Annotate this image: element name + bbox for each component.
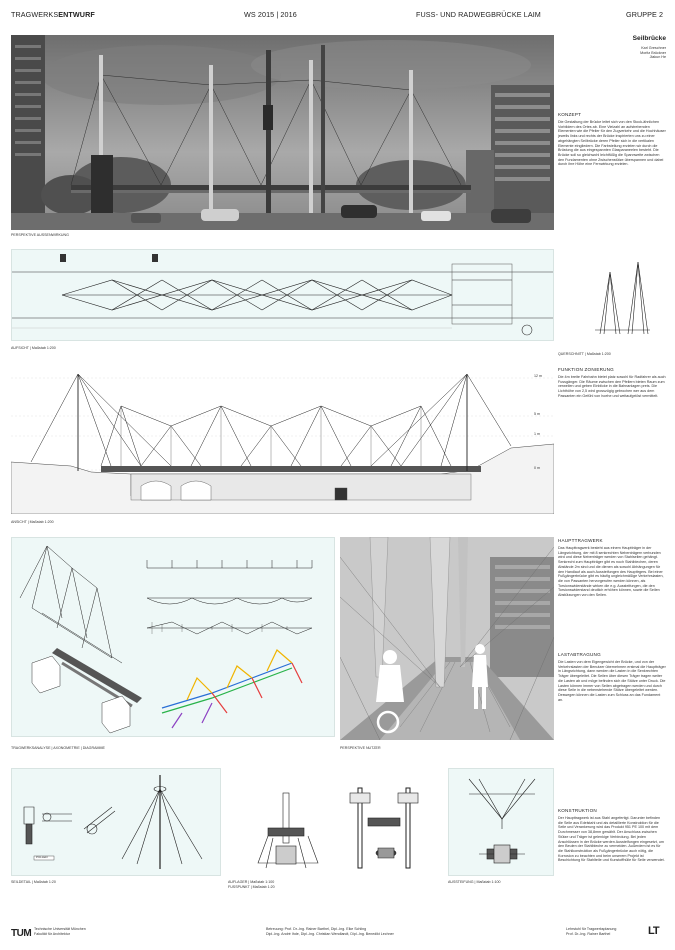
intro-block: [558, 35, 666, 60]
footer-chair-1: Lehrstuhl für Tragwerksplanung: [566, 927, 617, 931]
user-perspective-image: [340, 537, 554, 740]
elevation-svg: [11, 366, 554, 514]
section-title-funktion: FUNKTION ZONIERUNG: [558, 367, 614, 372]
caption-user-view: PERSPEKTIVE NUTZER: [340, 746, 381, 750]
footer-advisors-2: Dipl.-Ing. André Ihde, Dipl.-Ing. Christian Wendlandt, Dipl.-Ing. Benedikt Lechner: [266, 932, 394, 936]
caption-bearing: AUFLAGER | Maßstab 1:100: [228, 880, 275, 884]
stiffening-detail-panel: [448, 768, 554, 876]
rope-detail-panel: [11, 768, 221, 876]
section-title-haupttragwerk: HAUPTTRAGWERK: [558, 538, 603, 543]
author-2: Moritz Brückner: [640, 50, 666, 55]
section-haupttragwerk: [558, 538, 666, 598]
group-label: GRUPPE 2: [626, 10, 664, 19]
street-scene-image: [11, 35, 554, 230]
caption-elevation: ANSICHT | Maßstab 1:200: [11, 520, 54, 524]
author-1: Karl Greschner: [641, 46, 666, 50]
section-text-lastabtragung: Die Lasten von dem Eigengewicht der Brücke, und von der Verkehrslasten der Benutzer übernehmen erstmal die Hauptträger in Längsrichtung, dann werden die Lasten in die Senkrechten Träger übergeleitet. Die Seilen über diesen Träger tragen weiter die Lasten ab und möge befinden sich die Stütze unter Druck. Die Lasten können immer von Seilen abgetragen werden und durch diese Seile in die nebenstehende Stütze übergeleitet werden. Deswegen können die Lasten zum Schluss an das Fundament an.: [558, 660, 666, 702]
section-funktion: [558, 367, 666, 399]
section-lastabtragung: [558, 652, 666, 702]
semester: WS 2015 | 2016: [244, 10, 297, 19]
section-text-funktion: Die 4m breite Fahrbahn bietet platz sowohl für Radfahrer als auch Fussgänger. Die Räume zwischen den Pfeilern bieten Raum zum verweilen und geben Einblicke in die Bahnanlagen preis. Die Lichthöhe von 2,5 wird grosszügig gebrochen wer aus dem Passanten ein Gefühl von hoehe und weitaufgelöst vermittelt.: [558, 375, 666, 398]
bearing-detail-panel: [228, 768, 442, 876]
course-title-light: TRAGWERKS: [11, 10, 59, 19]
rope-detail-svg: [12, 769, 221, 876]
level-1m: 1 m: [534, 432, 540, 436]
elevation-drawing: [11, 366, 554, 514]
level-12m: 12 m: [534, 374, 542, 378]
course-title-bold: ENTWURF: [58, 10, 95, 19]
section-title-konstruktion: KONSTRUKTION: [558, 808, 597, 813]
footer-advisors-1: Betreuung: Prof. Dr.-Ing. Rainer Barthel, Dipl.-Ing. Elke Schling: [266, 927, 367, 931]
caption-cross-section: QUERSCHNITT | Maßstab 1:200: [558, 352, 611, 356]
bridge-type-title: Seilbrücke: [632, 35, 666, 42]
tum-logo: TUM: [11, 928, 32, 939]
section-text-haupttragwerk: Das Haupttragwerk besteht aus einem Hauptträger in der Längsrichtung, der mit 8 senkrechten Nebenträgern verbunden wird und diese Nebenträger werden von Stahlseilen gehängt. Senkrecht zum Hauptträger gibt es noch Stahlblechen, deren Abstände 2m sind und die dienen als sowohl Abhängungen für den Handlauf als auch Aussteifungen des Haupttrgers. Bei einer Fußgängerbrücke gibt es häufig ungleichmäßige Verkehrslasten, die von Passanten hervorgerufen werden können, als Torsionswiderstände wirken die e.g. Aussteifungen, die den Torsionswiderstand deutlich erhöhen können, sowie die Seilen Abstützungen von den Seilen.: [558, 546, 664, 598]
plan-view-svg: [12, 250, 554, 341]
bearing-detail-svg: [228, 768, 442, 876]
section-konzept: [558, 112, 666, 167]
section-konstruktion: [558, 808, 666, 863]
footer-university: Technische Universität München: [34, 927, 86, 931]
plan-view-drawing: [11, 249, 554, 341]
level-0m: 0 m: [534, 466, 540, 470]
project-title: FUSS- UND RADWEGBRÜCKE LAIM: [416, 10, 541, 19]
author-3: Jiakun He: [649, 55, 666, 60]
pulled-label: PULLED: [36, 855, 48, 859]
caption-perspective: PERSPEKTIVE AUSSENWIRKUNG: [11, 233, 69, 237]
user-perspective-photo: [340, 537, 554, 740]
footer-faculty: Fakultät für Architektur: [34, 932, 70, 936]
caption-plan: AUFSICHT | Maßstab 1:200: [11, 346, 56, 350]
cross-section-drawing: [590, 252, 654, 340]
section-title-konzept: KONZEPT: [558, 112, 582, 117]
perspective-photo: [11, 35, 554, 230]
stiffening-detail-svg: [449, 769, 554, 876]
footer-chair-2: Prof. Dr.-Ing. Rainer Barthel: [566, 932, 611, 936]
analysis-panel: [11, 537, 335, 737]
caption-analysis: TRAGWERKSANALYSE | AXONOMETRIE | DIAGRAMME: [11, 746, 105, 750]
chair-logo: LT: [648, 925, 659, 937]
section-text-konstruktion: Der Haupttragwerk ist aus Stahl angefertigt. Darunter befinden die Seile aus Edelstahl und als detaillierte Konstruktion für die Seile und Verankerung wird das Produkt 951 PE 100 mit dem Durchmesser von 38,8mm gewählt. Der Anschluss zwischen Stütze und Träger ist gelenkige Verbindung. Bei jeden Anschlüssen in der Brücke werden Ausstelfungen eingesetzt, um den Beulen der Stahlbleche zu vermeiden. Außerdem ist es für die Stahlkonstruktion als Fußgängerbrücke auch nötig, die Korrosion zu beachten und beim unserem Projekt ist Beschichtung für Stahlteile und Kunstoffhülle für Seile verwendet.: [558, 816, 665, 863]
level-5m: 5 m: [534, 412, 540, 416]
analysis-svg: [12, 538, 335, 737]
caption-rope-detail: SEILDETAIL | Maßstab 1:20: [11, 880, 56, 884]
section-title-lastabtragung: LASTABTRAGUNG: [558, 652, 601, 657]
section-text-konzept: Die Gestaltung der Brücke leitet sich von den Stock-ähnlichen Vorbildern des Ortes ab. Eine Vielzahl an aufstrebenden Elementen wie die Pfeiler für den Zugverkehr und die Hochhäuser jeweils links und rechts der Brücke inspirierten uns zu einer abgehängten Seilbrücke deren Pfeiler sich in die vertikalen Elemente eingliedern. Die Farbstellung erzielen wir durch die Brüstung die aus eingespannten Glasparaneelen besteht. Die Brücke soll so gleichwohl leichtfüßig die Spannweite zwischen den Fundamenten ohne Zwischenstütze überspannen und dabei durch ihre Höhe eine Fernwirkung erzielen.: [558, 120, 666, 167]
caption-foot: FUSSPUNKT | Maßstab 1:20: [228, 885, 275, 889]
cross-section-svg: [590, 252, 654, 340]
course-title: [11, 10, 95, 19]
caption-stiffening: AUSSTEIFUNG | Maßstab 1:100: [448, 880, 501, 884]
